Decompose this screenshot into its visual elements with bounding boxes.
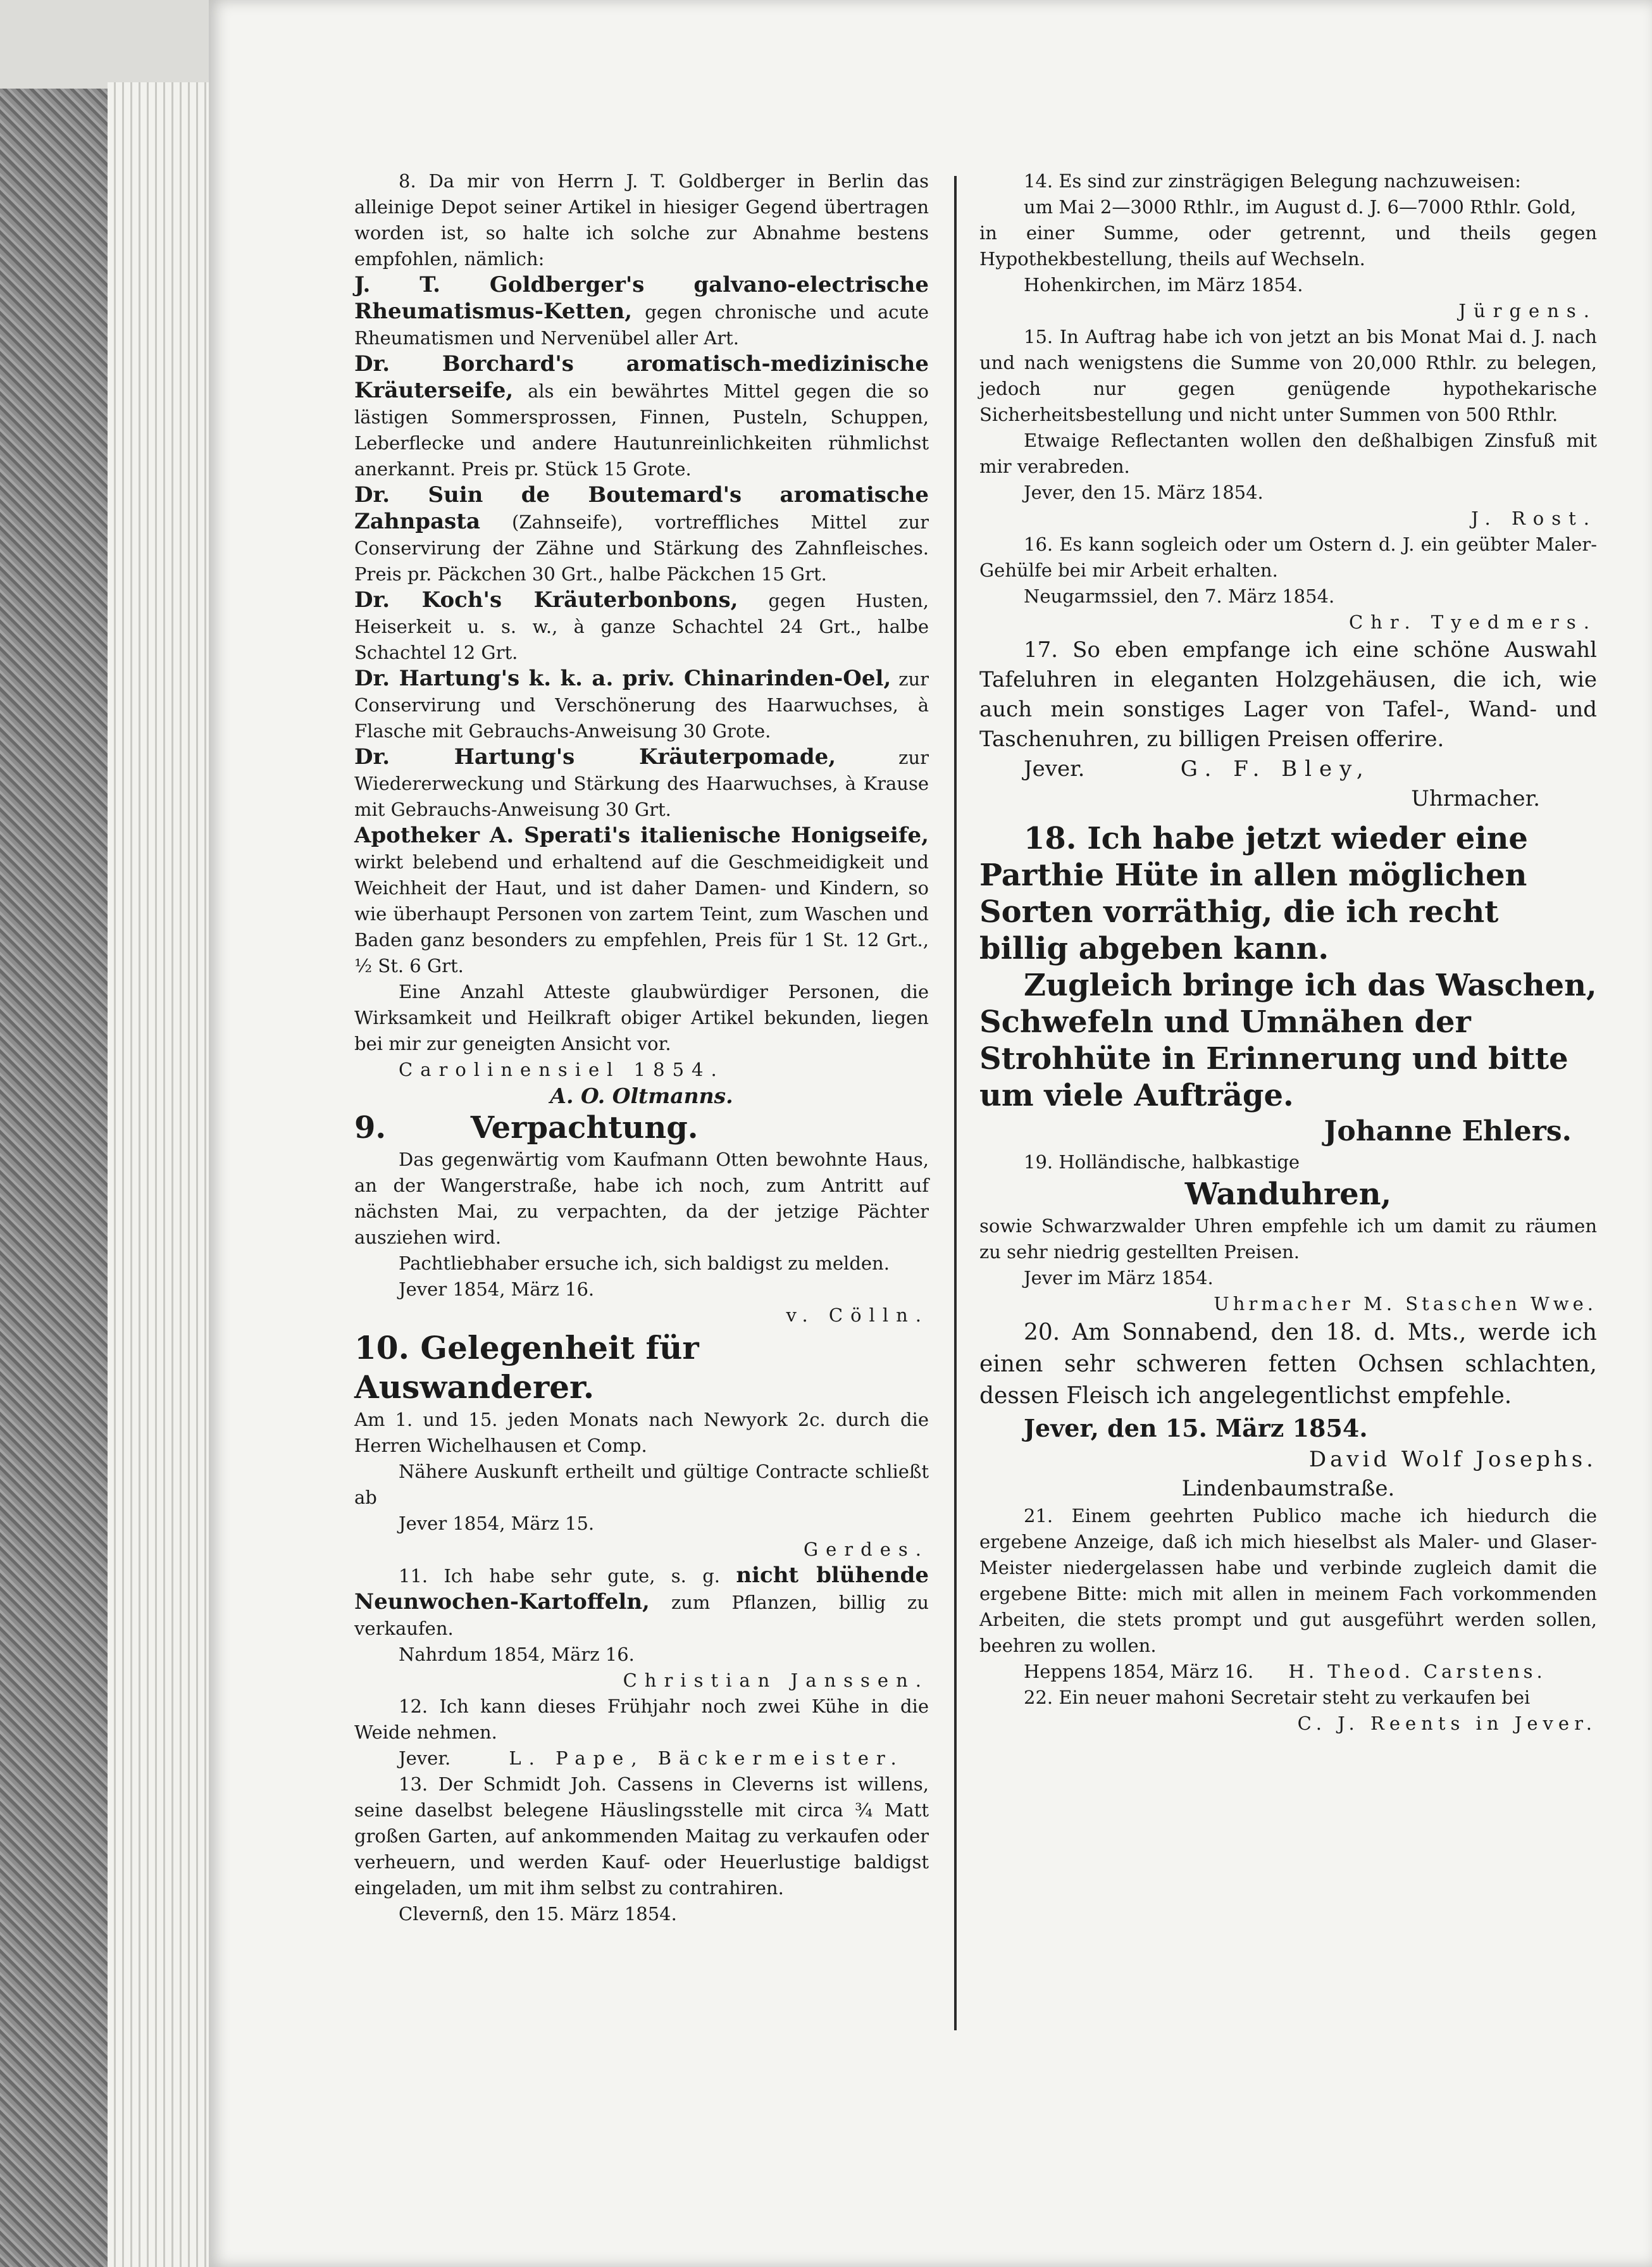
ad-19-date: Jever im März 1854. — [1024, 1267, 1214, 1289]
ad-12-place: Jever. — [399, 1747, 451, 1769]
ad-14-line-2: in einer Summe, oder getrennt, und theils gegen Hypothekbestellung, theils auf Wechseln. — [979, 222, 1597, 270]
ad-11-text: zum Pflanzen, billig zu verkaufen. — [354, 1592, 929, 1639]
ad-14-signer: Jürgens. — [1458, 300, 1597, 322]
ad-10-signer: Gerdes. — [803, 1539, 929, 1560]
ad-11-product: nicht blühende Neunwochen-Kartoffeln, — [354, 1563, 929, 1614]
ad-12-signer: L. Pape, Bäckermeister. — [509, 1747, 904, 1769]
ad-9-signer: v. Cölln. — [786, 1304, 929, 1326]
ad-17-role: Uhrmacher. — [1411, 786, 1540, 811]
ad-8-intro: 8. Da mir von Herrn J. T. Goldberger in Berlin das alleinige Depot seiner Artikel in hiesiger Gegend übertragen worden ist, so halte ich solche zur Abnahme bestens empfohlen, nämlich: — [354, 170, 929, 270]
ad-19-title: Wanduhren, — [1184, 1177, 1392, 1212]
ad-16-text: 16. Es kann sogleich oder um Ostern d. J. ein geübter Maler-Gehülfe bei mir Arbeit erhalten. — [979, 534, 1597, 581]
ad-17-place: Jever. — [1024, 756, 1085, 782]
ad-14 — [979, 168, 1597, 324]
ad-10-date: Jever 1854, März 15. — [399, 1513, 595, 1534]
ad-8-product-4-text: gegen Husten, Heiserkeit u. s. w., à ganze Schachtel 24 Grt., halbe Schachtel 12 Grt. — [354, 590, 929, 663]
ad-8-product-2-name: Dr. Borchard's aromatisch-medizinische Kräuterseife, — [354, 351, 929, 403]
ad-18 — [979, 820, 1597, 1149]
ad-18-signer: Johanne Ehlers. — [1324, 1115, 1572, 1147]
ad-17 — [979, 635, 1597, 814]
ad-14-date: Hohenkirchen, im März 1854. — [1024, 274, 1303, 296]
ad-10-title: 10. Gelegenheit für Auswanderer. — [354, 1329, 699, 1406]
ad-22-signer: C. J. Reents in Jever. — [1297, 1713, 1597, 1734]
ad-12-text: 12. Ich kann dieses Frühjahr noch zwei Kühe in die Weide nehmen. — [354, 1696, 929, 1743]
column-divider — [954, 176, 957, 2030]
ad-11-signer: Christian Janssen. — [623, 1670, 929, 1691]
ad-8-attest: Eine Anzahl Atteste glaubwürdiger Personen, die Wirksamkeit und Heilkraft obiger Artikel bekunden, liegen bei mir zur geneigten Ansicht vor. — [354, 981, 929, 1054]
ad-9-title: Verpachtung. — [470, 1110, 699, 1146]
ad-8 — [354, 168, 929, 1109]
ad-10-text: Am 1. und 15. jeden Monats nach Newyork 2c. durch die Herren Wichelhausen et Comp. — [354, 1409, 929, 1456]
ad-9-text-2: Pachtliebhaber ersuche ich, sich baldigst zu melden. — [399, 1252, 890, 1274]
ad-21 — [979, 1503, 1597, 1685]
ad-9-number: 9. — [354, 1110, 387, 1146]
ad-8-place: Carolinensiel 1854. — [399, 1059, 724, 1080]
ad-11 — [354, 1563, 929, 1694]
ad-8-product-7-name: Apotheker A. Sperati's italienische Honigseife, — [354, 823, 929, 848]
ad-8-product-1-name: J. T. Goldberger's galvano-electrische Rheumatismus-Ketten, — [354, 272, 929, 324]
ad-8-product-5-name: Dr. Hartung's k. k. a. priv. Chinarinden-Oel, — [354, 666, 891, 691]
ad-17-text: 17. So eben empfange ich eine schöne Auswahl Tafeluhren in eleganten Holzgehäusen, die ich, wie auch mein sonstiges Lager von Tafel-, Wand- und Taschenuhren, zu billigen Preisen offerire. — [979, 637, 1597, 752]
ad-10 — [354, 1328, 929, 1563]
ad-19-lead: 19. Holländische, halbkastige — [1024, 1151, 1300, 1173]
ad-18-text: 18. Ich habe jetzt wieder eine Parthie Hüte in allen möglichen Sorten vorräthig, die ich recht billig abgeben kann. — [979, 821, 1528, 966]
ad-18-text-2: Zugleich bringe ich das Waschen, Schwefeln und Umnähen der Strohhüte in Erinnerung und bitte um viele Aufträge. — [979, 968, 1597, 1113]
ad-13-date: Clevernß, den 15. März 1854. — [399, 1903, 677, 1925]
ad-13 — [354, 1771, 929, 1927]
ad-8-signer: A. O. Oltmanns. — [550, 1084, 733, 1108]
ad-8-product-4-name: Dr. Koch's Kräuterbonbons, — [354, 587, 738, 613]
ad-14-text: 14. Es sind zur zinsträgigen Belegung nachzuweisen: — [1024, 170, 1521, 192]
ad-15-text-2: Etwaige Reflectanten wollen den deßhalbigen Zinsfuß mit mir verabreden. — [979, 430, 1597, 477]
ad-9-date: Jever 1854, März 16. — [399, 1278, 595, 1300]
ad-10-text-2: Nähere Auskunft ertheilt und gültige Contracte schließt ab — [354, 1461, 929, 1508]
ad-8-product-5-text: zur Conservirung und Verschönerung des Haarwuchses, à Flasche mit Gebrauchs-Anweisung 30 Grote. — [354, 668, 929, 742]
ad-14-line-1: um Mai 2—3000 Rthlr., im August d. J. 6—7000 Rthlr. Gold, — [1024, 196, 1577, 218]
right-column — [979, 168, 1597, 1737]
ad-20-text: 20. Am Sonnabend, den 18. d. Mts., werde ich einen sehr schweren fetten Ochsen schlachten, dessen Fleisch ich angelegentlichst empfehle. — [979, 1320, 1597, 1409]
ad-17-signer: G. F. Bley, — [1180, 756, 1371, 782]
ad-11-lead: 11. Ich habe sehr gute, s. g. — [399, 1565, 721, 1587]
ad-9 — [354, 1109, 929, 1328]
book-cover-edge — [0, 89, 110, 2267]
ad-20-signer: David Wolf Josephs. — [1308, 1447, 1597, 1472]
ad-9-text: Das gegenwärtig vom Kaufmann Otten bewohnte Haus, an der Wangerstraße, habe ich noch, zum Antritt auf nächsten Mai, zu verpachten, da der jetzige Pächter ausziehen wird. — [354, 1149, 929, 1248]
ad-19-signer: Uhrmacher M. Staschen Wwe. — [1214, 1293, 1597, 1315]
ad-8-product-1-text: gegen chronische und acute Rheumatismen und Nervenübel aller Art. — [354, 301, 929, 349]
ad-20-street: Lindenbaumstraße. — [1181, 1476, 1395, 1501]
ad-20 — [979, 1317, 1597, 1503]
ad-22-text: 22. Ein neuer mahoni Secretair steht zu verkaufen bei — [1024, 1687, 1531, 1708]
ad-13-text: 13. Der Schmidt Joh. Cassens in Cleverns ist willens, seine daselbst belegene Häuslingsstelle mit circa ¾ Matt großen Garten, auf ankommenden Maitag zu verkaufen oder verheuern, und werden Kauf- oder Heuerlustige baldigst eingeladen, um mit ihm selbst zu contrahiren. — [354, 1773, 929, 1899]
ad-8-product-6-name: Dr. Hartung's Kräuterpomade, — [354, 744, 836, 770]
ad-15-date: Jever, den 15. März 1854. — [1024, 482, 1264, 503]
ad-16-signer: Chr. Tyedmers. — [1348, 611, 1597, 633]
ad-21-date: Heppens 1854, März 16. — [1024, 1661, 1254, 1682]
ad-8-product-6-text: zur Wiedererweckung und Stärkung des Haarwuchses, à Krause mit Gebrauchs-Anweisung 30 Grt. — [354, 747, 929, 820]
ad-20-date: Jever, den 15. März 1854. — [1024, 1414, 1368, 1442]
ad-21-signer: H. Theod. Carstens. — [1288, 1661, 1546, 1682]
ad-19 — [979, 1149, 1597, 1317]
ad-15-signer: J. Rost. — [1471, 508, 1597, 529]
ad-8-product-2-text: als ein bewährtes Mittel gegen die so lästigen Sommersprossen, Finnen, Pusteln, Schuppen, Leberflecke und andere Hautunreinlichkeiten rühmlichst anerkannt. Preis pr. Stück 15 Grote. — [354, 380, 929, 480]
ad-22 — [979, 1685, 1597, 1737]
ad-15 — [979, 324, 1597, 532]
ad-12 — [354, 1694, 929, 1771]
ad-16 — [979, 532, 1597, 635]
ad-8-product-7-text: wirkt belebend und erhaltend auf die Geschmeidigkeit und Weichheit der Haut, und ist daher Damen- und Kindern, so wie überhaupt Personen von zartem Teint, zum Waschen und Baden ganz besonders zu empfehlen, Preis für 1 St. 12 Grt., ½ St. 6 Grt. — [354, 851, 929, 977]
ad-11-date: Nahrdum 1854, März 16. — [399, 1644, 635, 1665]
left-column — [354, 168, 929, 1927]
page-stack-edge — [108, 82, 209, 2267]
ad-21-text: 21. Einem geehrten Publico mache ich hiedurch die ergebene Anzeige, daß ich mich hieselbst als Maler- und Glaser-Meister niedergelassen habe und verbinde zugleich damit die ergebene Bitte: mich mit allen in meinem Fach vorkommenden Arbeiten, die stets prompt und gut ausgeführt werden sollen, beehren zu wollen. — [979, 1505, 1597, 1656]
ad-8-product-3-text: (Zahnseife), vortreffliches Mittel zur Conservirung der Zähne und Stärkung des Zahnfleisches. Preis pr. Päckchen 30 Grt., halbe Päckchen 15 Grt. — [354, 511, 929, 585]
ad-16-date: Neugarmssiel, den 7. März 1854. — [1024, 585, 1335, 607]
ad-15-text: 15. In Auftrag habe ich von jetzt an bis Monat Mai d. J. nach und nach wenigstens die Summe von 20,000 Rthlr. zu belegen, jedoch nur gegen genügende hypothekarische Sicherheitsbestellung und nicht unter Summen von 500 Rthlr. — [979, 326, 1597, 425]
ad-19-text: sowie Schwarzwalder Uhren empfehle ich um damit zu räumen zu sehr niedrig gestellten Preisen. — [979, 1215, 1597, 1263]
ad-8-product-3-name: Dr. Suin de Boutemard's aromatische Zahnpasta — [354, 482, 929, 534]
